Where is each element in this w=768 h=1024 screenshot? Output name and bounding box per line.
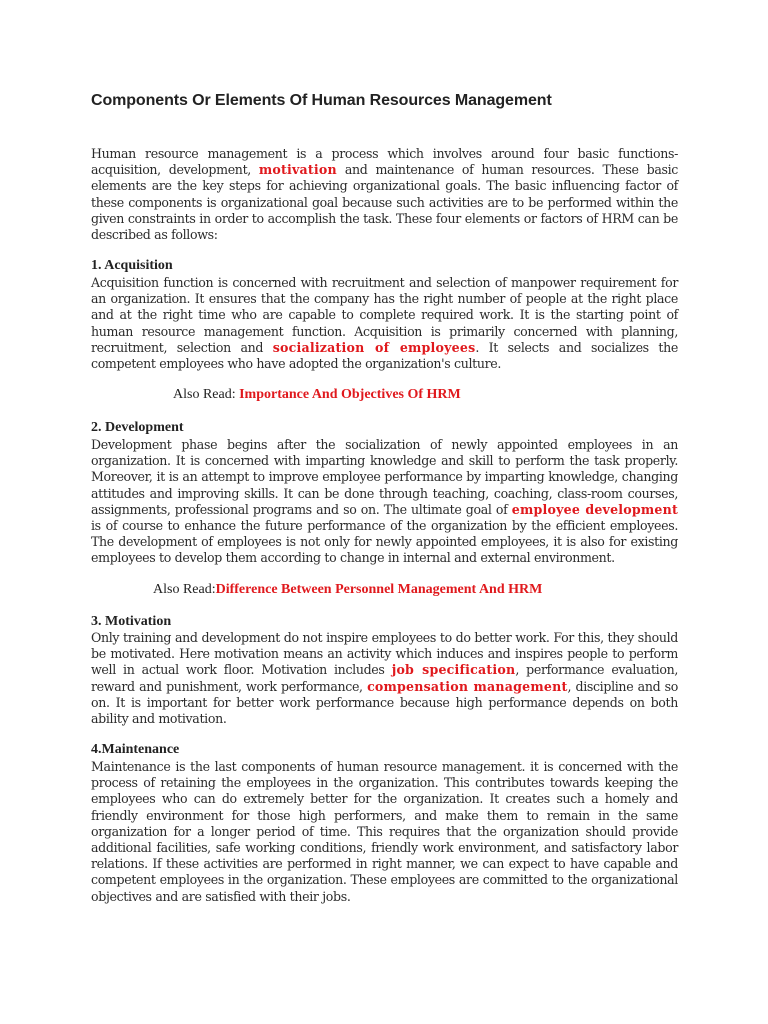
also-read-label: Also Read: — [153, 582, 216, 597]
heading-acquisition: 1. Acquisition — [91, 258, 173, 273]
also-read-label: Also Read: — [173, 387, 240, 402]
acquisition-text-1: Acquisition function is concerned with recruitment and selection of manpower requirement for an organization. It ensures that the company has the right number of people at the right place and at the right time who are capable to complete required work. It is the starting point of human resource management function. Acquisition is primarily concerned with planning, recruitment, selection and — [91, 275, 678, 355]
link-motivation[interactable]: motivation — [258, 162, 337, 178]
link-job-specification[interactable]: job specification — [391, 662, 516, 678]
heading-development: 2. Development — [91, 420, 184, 435]
also-read-1 — [173, 387, 461, 403]
link-importance-and-objectives-of-hrm[interactable]: Importance And Objectives Of HRM — [239, 387, 461, 402]
motivation-text-1: Only training and development do not inspire employees to do better work. For this, they should be motivated. Here motivation means an activity which induces and inspires people to perform well in actual work floor. Motivation includes — [91, 630, 678, 678]
link-socialization-of-employees[interactable]: socialization of employees — [272, 339, 476, 355]
motivation-paragraph — [91, 630, 678, 727]
link-employee-development[interactable]: employee development — [511, 501, 678, 517]
maintenance-text-1: Maintenance is the last components of human resource management. it is concerned with the process of retaining the employees in the organization. This contributes towards keeping the employees who can do extremely better for the organization. It creates such a homely and friendly environment for those high performers, and make them to remain in the same organization for a longer period of time. This requires that the organization should provide additional facilities, safe working conditions, friendly work environment, and satisfactory labor relations. If these activities are performed in right manner, we can expect to have capable and competent employees in the organization. These employees are committed to the organizational objectives and are satisfied with their jobs. — [91, 759, 678, 904]
acquisition-paragraph — [91, 275, 678, 372]
heading-maintenance: 4.Maintenance — [91, 742, 180, 757]
intro-text-2: and maintenance of human resources. These basic elements are the key steps for achieving organizational goals. The basic influencing factor of these components is organizational goal because such activities are to be performed within the given constraints in order to accomplish the task. These four elements or factors of HRM can be described as follows: — [91, 162, 678, 243]
acquisition-text-2: . It selects and socializes the competent employees who have adopted the organization's culture. — [91, 339, 679, 372]
page-title: Components Or Elements Of Human Resources Management — [91, 92, 552, 109]
motivation-text-3: , discipline and so on. It is important for better work performance because high performance depends on both ability and motivation. — [91, 678, 678, 727]
maintenance-paragraph — [91, 759, 678, 905]
motivation-text-2: , performance evaluation, reward and punishment, work performance, — [91, 662, 678, 694]
link-difference-personnel-management-hrm[interactable]: Difference Between Personnel Management And HRM — [215, 582, 543, 597]
development-text-2: is of course to enhance the future performance of the organization by the efficient employees. The development of employees is not only for newly appointed employees, it is also for existing employees to develop them according to change in internal and external environment. — [91, 518, 678, 566]
intro-text-1: Human resource management is a process which involves around four basic functions- acquisition, development, — [91, 146, 678, 178]
link-compensation-management[interactable]: compensation management — [367, 678, 568, 694]
also-read-2 — [153, 582, 542, 598]
development-paragraph — [91, 437, 678, 567]
intro-paragraph — [91, 146, 678, 243]
development-text-1: Development phase begins after the socialization of newly appointed employees in an organization. It is concerned with imparting knowledge and skill to perform the task properly. Moreover, it is an attempt to improve employee performance by imparting knowledge, changing attitudes and improving skills. It can be done through teaching, coaching, class-room courses, assignments, professional programs and so on. The ultimate goal of — [91, 437, 678, 517]
heading-motivation: 3. Motivation — [91, 614, 172, 629]
